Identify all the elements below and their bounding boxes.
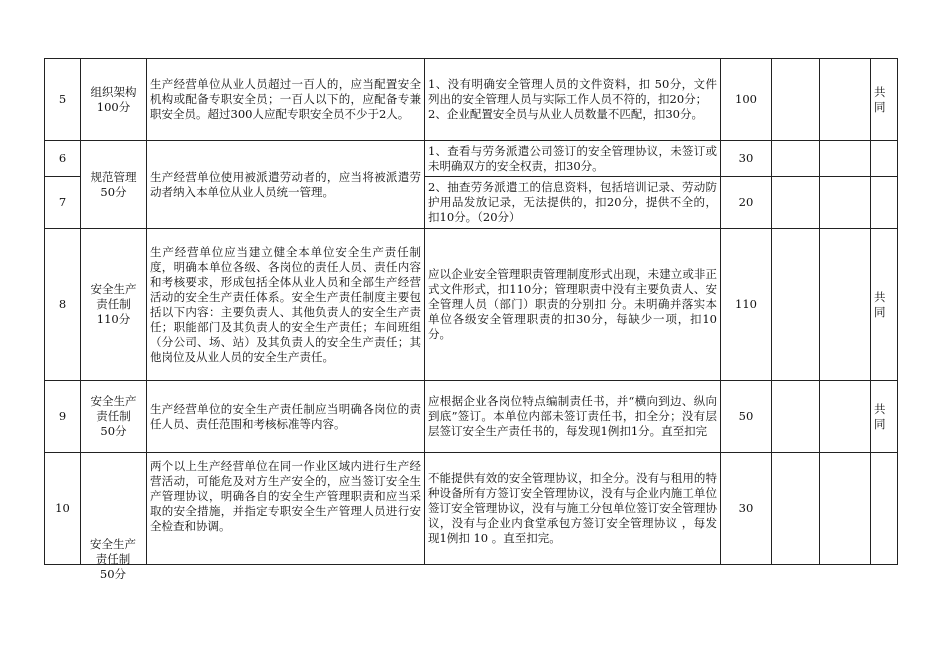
empty-cell	[820, 229, 871, 381]
empty-cell	[820, 177, 871, 229]
requirement-text: 生产经营单位的安全生产责任制应当明确各岗位的责任人员、责任范围和考核标准等内容。	[147, 381, 425, 453]
table-row	[45, 453, 898, 565]
scoring-standard: 应以企业安全管理职责管理制度形式出现，未建立或非正式文件形式，扣110分；管理职责中没有主要负责人、安全管理人员（部门）职责的分别扣 分。未明确并落实本单位各级安全管理职责的扣30分，每缺少一项，扣10分。	[425, 229, 721, 381]
item-name: 组织架构 100分	[81, 59, 147, 141]
row-number: 5	[45, 59, 81, 141]
empty-cell	[772, 229, 820, 381]
score-value: 30	[721, 453, 772, 565]
scoring-standard: 1、没有明确安全管理人员的文件资料，扣 50分，文件列出的安全管理人员与实际工作人员不符的，扣20分； 2、企业配置安全员与从业人员数量不匹配，扣30分。	[425, 59, 721, 141]
note-cell: 共同	[871, 229, 898, 381]
requirement-text: 两个以上生产经营单位在同一作业区域内进行生产经营活动，可能危及对方生产安全的，应当签订安全生产管理协议，明确各自的安全生产管理职责和应当采取的安全措施，并指定专职安全生产管理人员进行安全检查和协调。	[147, 453, 425, 565]
table-row	[45, 59, 898, 141]
note-cell: 共同	[871, 59, 898, 141]
score-value: 110	[721, 229, 772, 381]
empty-cell	[772, 177, 820, 229]
row-number: 6	[45, 141, 81, 177]
empty-cell	[871, 177, 898, 229]
score-value: 20	[721, 177, 772, 229]
item-name: 安全生产 责任制 50分	[81, 381, 147, 453]
assessment-table	[44, 58, 898, 565]
empty-cell	[820, 381, 871, 453]
score-value: 30	[721, 141, 772, 177]
empty-cell	[772, 453, 820, 565]
score-value: 50	[721, 381, 772, 453]
row-number: 10	[45, 453, 81, 565]
empty-cell	[820, 141, 871, 177]
scoring-standard: 1、查看与劳务派遣公司签订的安全管理协议，未签订或未明确双方的安全权责，扣30分。	[425, 141, 721, 177]
empty-cell	[772, 381, 820, 453]
table-row	[45, 381, 898, 453]
note-cell: 共同	[871, 381, 898, 453]
empty-cell	[871, 141, 898, 177]
row-number: 7	[45, 177, 81, 229]
empty-cell	[820, 453, 871, 565]
row-number: 9	[45, 381, 81, 453]
scoring-standard: 2、抽查劳务派遣工的信息资料，包括培训记录、劳动防护用品发放记录，无法提供的，扣20分，提供不全的，扣10分。（20分）	[425, 177, 721, 229]
requirement-text: 生产经营单位应当建立健全本单位安全生产责任制度，明确本单位各级、各岗位的责任人员、责任内容和考核要求，形成包括全体从业人员和全部生产经营活动的安全生产责任体系。安全生产责任制度主要包括以下内容：主要负责人、其他负责人的安全生产责任；职能部门及其负责人的安全生产责任；车间班组（分公司、场、站）及其负责人的安全生产责任；其他岗位及从业人员的安全生产责任。	[147, 229, 425, 381]
empty-cell	[772, 59, 820, 141]
table-row	[45, 229, 898, 381]
row-number: 8	[45, 229, 81, 381]
scoring-standard: 不能提供有效的安全管理协议，扣全分。没有与租用的特种设备所有方签订安全管理协议，没有与企业内施工单位签订安全管理协议，没有与施工分包单位签订安全管理协议，没有与企业内食堂承包方签订安全管理协议 ，每发现1例扣 10 。直至扣完。	[425, 453, 721, 565]
empty-cell	[871, 453, 898, 565]
requirement-text: 生产经营单位使用被派遣劳动者的，应当将被派遣劳动者纳入本单位从业人员统一管理。	[147, 141, 425, 229]
item-name-overflow: 安全生产 责任制 50分	[90, 537, 136, 581]
item-name: 规范管理 50分	[81, 141, 147, 229]
scoring-standard: 应根据企业各岗位特点编制责任书，并“横向到边、纵向到底”签订。本单位内部未签订责任书，扣全分；没有层层签订安全生产责任书的，每发现1例扣1分。直至扣完	[425, 381, 721, 453]
table-row	[45, 141, 898, 177]
score-value: 100	[721, 59, 772, 141]
empty-cell	[772, 141, 820, 177]
item-name: 安全生产 责任制 110分	[81, 229, 147, 381]
requirement-text: 生产经营单位从业人员超过一百人的，应当配置安全机构或配备专职安全员；一百人以下的，应配备专兼职安全员。超过300人应配专职安全员不少于2人。	[147, 59, 425, 141]
empty-cell	[820, 59, 871, 141]
